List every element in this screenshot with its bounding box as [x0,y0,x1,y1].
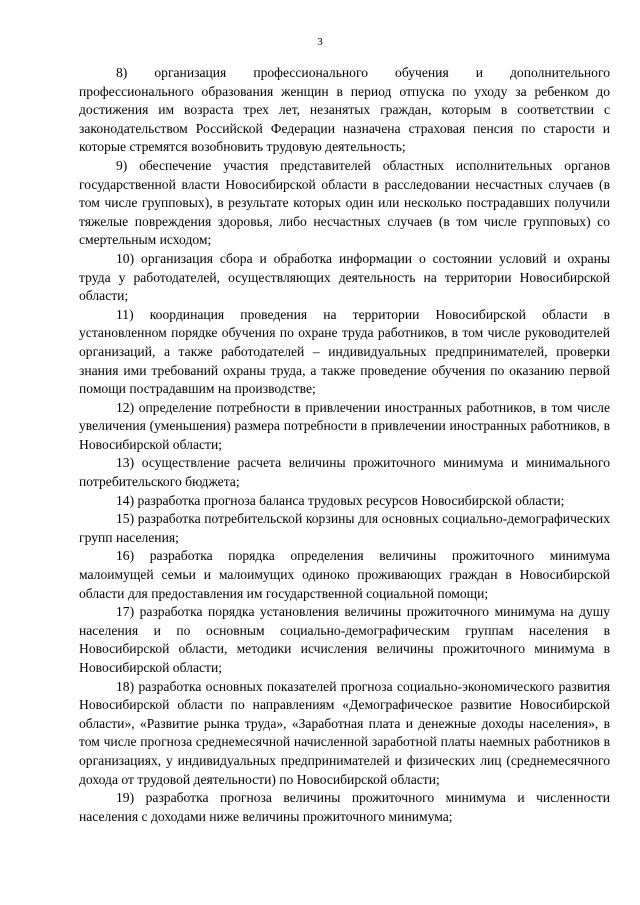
document-body [79,64,610,826]
item-text: координация проведения на территории Новосибирской области в установленном порядке обучения по охране труда работников, в том числе руководителей организаций, а также работодателей – индивидуальных предпринимателей, проверки знания ими требований охраны труда, а также проведение обучения по оказанию первой помощи пострадавшим на производстве; [79,306,610,397]
item-number: 9) [116,157,128,173]
list-item-18 [79,678,610,790]
list-item-10 [79,250,610,306]
item-number: 19) [116,790,135,806]
item-number: 8) [116,65,128,80]
item-text: разработка основных показателей прогноза социально-экономического развития Новосибирской области по направлениям «Демографическое развитие Новосибирской области», «Развитие рынка труда», «Заработная плата и денежные доходы населения», в том числе прогноза среднемесячной начисленной заработной платы наемных работников в организациях, у индивидуальных предпринимателей и физических лиц (среднемесячного дохода от трудовой деятельности) по Новосибирской области; [79,678,610,787]
list-item-14 [79,492,610,511]
item-text: осуществление расчета величины прожиточного минимума и минимального потребительского бюджета; [79,455,611,490]
list-item-11 [79,306,610,399]
list-item-9 [79,157,610,250]
item-text: разработка порядка установления величины прожиточного минимума на душу населения и по основным социально-демографическим группам населения в Новосибирской области, методики исчисления величины прожиточного минимума в Новосибирской области; [79,604,610,675]
list-item-15 [79,510,610,547]
item-number: 16) [116,548,135,564]
list-item-12 [79,399,610,455]
item-number: 11) [116,306,134,322]
list-item-13 [79,454,610,491]
item-number: 14) [116,492,135,508]
item-text: разработка прогноза баланса трудовых ресурсов Новосибирской области; [137,492,565,508]
item-number: 18) [116,678,135,694]
item-text: организация профессионального обучения и дополнительного профессионального образования женщин в период отпуска по уходу за ребенком до достижения им возраста трех лет, незанятых граждан, которым в соответствии с законодательством Российской Федерации назначена страховая пенсия по старости и которые стремятся возобновить трудовую деятельность; [79,65,610,155]
list-item-8 [79,64,610,157]
item-number: 12) [116,399,135,415]
list-item-17 [79,603,610,677]
list-item-16 [79,547,610,603]
page-number: 3 [317,36,323,48]
list-item-19 [79,789,610,826]
item-number: 17) [116,604,135,620]
item-text: организация сбора и обработка информации о состоянии условий и охраны труда у работодателей, осуществляющих деятельность на территории Новосибирской области; [79,250,610,304]
item-text: определение потребности в привлечении иностранных работников, в том числе увеличения (уменьшения) размера потребности в привлечении иностранных работников, в Новосибирской области; [79,399,610,452]
item-number: 13) [116,455,135,471]
item-text: разработка порядка определения величины прожиточного минимума малоимущей семьи и малоимущих одиноко проживающих граждан в Новосибирской области для предоставления им государственной социальной помощи; [79,548,610,601]
item-text: обеспечение участия представителей областных исполнительных органов государственной власти Новосибирской области в расследовании несчастных случаев (в том числе групповых), в результате которых один или несколько пострадавших получили тяжелые повреждения здоровья, либо несчастных случаев (в том числе групповых) со смертельным исходом; [79,157,610,248]
item-text: разработка потребительской корзины для основных социально-демографических групп населения; [79,511,610,545]
item-text: разработка прогноза величины прожиточного минимума и численности населения с доходами ниже величины прожиточного минимума; [79,790,610,824]
item-number: 10) [116,250,135,266]
item-number: 15) [116,511,135,527]
